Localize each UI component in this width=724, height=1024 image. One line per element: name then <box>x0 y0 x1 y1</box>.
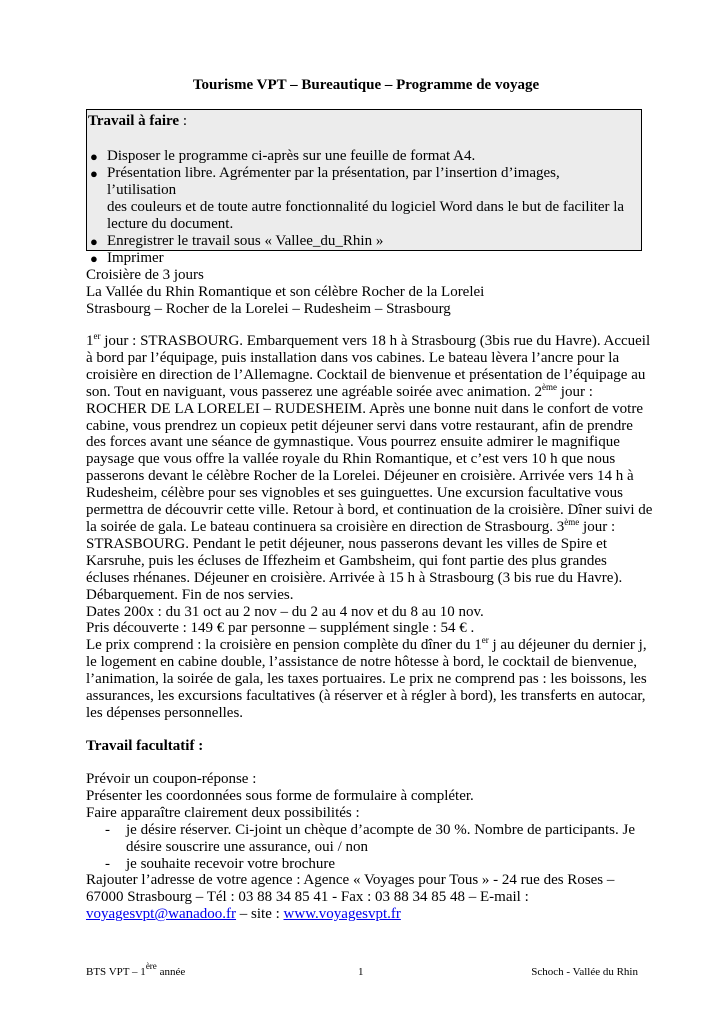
task-heading-bold: Travail à faire <box>88 113 180 129</box>
optional-line: Prévoir un coupon-réponse : <box>86 771 257 787</box>
footer-right: Schoch - Vallée du Rhin <box>531 966 638 978</box>
dash-item-text: je souhaite recevoir votre brochure <box>126 855 336 872</box>
page-number: 1 <box>358 966 364 978</box>
program-text: jour : <box>579 518 616 535</box>
task-box <box>86 109 642 266</box>
program-line: l’animation, la soirée de gala, les taxes portuaires. Le prix ne comprend pas : les boissons, les <box>86 671 647 688</box>
dash-list-item-continuation <box>86 839 646 856</box>
program-line: assurances, les excursions facultatives (à réserver et à régler à bord), les transferts en autocar, <box>86 688 646 705</box>
program-line <box>86 516 646 536</box>
footer-left-text: BTS VPT – 1 <box>86 966 146 978</box>
document-title: Tourisme VPT – Bureautique – Programme de voyage <box>192 77 540 93</box>
program-line: Dates 200x : du 31 oct au 2 nov – du 2 au 4 nov et du 8 au 10 nov. <box>86 603 484 620</box>
bullet-icon: ● <box>90 166 98 181</box>
task-item <box>87 148 627 165</box>
program-line: permettra de découvrir cette ville. Retour à bord, et continuation de la croisière. Dîner suivi de <box>86 502 653 519</box>
program-line: paysage que vous offre la vallée royale du Rhin Romantique, et c’est vers 10 h que nous <box>86 451 616 468</box>
program-text: j au déjeuner du dernier j, <box>488 637 647 654</box>
task-item-continuation <box>87 216 627 233</box>
program-line: STRASBOURG. Pendant le petit déjeuner, nous passerons devant les villes de Spire et <box>86 535 607 552</box>
task-item <box>87 233 627 250</box>
bullet-icon: ● <box>90 234 98 249</box>
program-line <box>86 381 646 401</box>
task-item-text: lecture du document. <box>107 216 234 232</box>
ordinal-sup: ème <box>542 381 558 392</box>
program-line: à bord par l’équipage, puis installation dans vos cabines. Le bateau lèvera l’ancre pour la <box>86 349 620 366</box>
task-item-text: Disposer le programme ci-après sur une feuille de format A4. <box>107 148 476 164</box>
intro-line: Croisière de 3 jours <box>86 267 204 283</box>
task-item-text: des couleurs et de toute autre fonctionnalité du logiciel Word dans le but de faciliter la <box>107 199 625 215</box>
task-item <box>87 250 627 267</box>
program-text: jour : <box>557 383 593 400</box>
program-line <box>86 637 646 654</box>
program-line: les dépenses personnelles. <box>86 704 244 721</box>
ordinal-sup: er <box>93 331 101 341</box>
program-line: croisière en direction de l’Allemagne. Cocktail de bienvenue et présentation de l’équipage au <box>86 366 646 383</box>
intro-block <box>86 267 646 318</box>
program-line: passerons devant le célèbre Rocher de la Lorelei. Déjeuner en croisière. Arrivée vers 14 h à <box>86 468 634 485</box>
task-list <box>87 148 627 267</box>
dash-item-text: je désire réserver. Ci-joint un chèque d’acompte de 30 %. Nombre de participants. Je <box>126 821 635 838</box>
dash-bullet-icon: - <box>105 821 110 838</box>
footer-left <box>86 961 186 979</box>
task-heading-suffix: : <box>179 113 188 129</box>
program-line: Pris découverte : 149 € par personne – supplément single : 54 € . <box>86 620 475 637</box>
task-item-text: Enregistrer le travail sous « Vallee_du_Rhin » <box>107 233 384 249</box>
program-line: cabine, vous prendrez un copieux petit déjeuner servi dans votre restaurant, afin de prendre <box>86 417 633 434</box>
program-line: Rudesheim, célèbre pour ses vignobles et ses guinguettes. Une excursion facultative vous <box>86 485 623 502</box>
day-number: 1 <box>86 333 94 349</box>
bullet-icon: ● <box>90 149 98 164</box>
ordinal-sup: er <box>481 635 489 646</box>
bullet-icon: ● <box>90 251 98 266</box>
optional-line: Rajouter l’adresse de votre agence : Agence « Voyages pour Tous » - 24 rue des Roses – <box>86 872 615 889</box>
optional-block <box>86 771 646 923</box>
program-line <box>86 331 651 350</box>
footer-ordinal-sup: ère <box>145 961 157 971</box>
email-link[interactable]: voyagesvpt@wanadoo.fr <box>86 906 237 923</box>
task-item-text: Imprimer <box>107 250 164 266</box>
ordinal-sup: ème <box>564 516 580 527</box>
task-item <box>87 165 627 199</box>
dash-item-text: désire souscrire une assurance, oui / non <box>126 838 369 855</box>
optional-work-heading: Travail facultatif : <box>86 738 204 754</box>
dash-list-item <box>86 856 646 873</box>
program-line: Débarquement. Fin de nos servies. <box>86 586 294 603</box>
contact-links-line <box>86 906 646 923</box>
optional-line: Présenter les coordonnées sous forme de formulaire à compléter. <box>86 787 474 804</box>
intro-line: Strasbourg – Rocher de la Lorelei – Rudesheim – Strasbourg <box>86 300 451 317</box>
program-line: le logement en cabine double, l’assistance de notre hôtesse à bord, le cocktail de bienvenue, <box>86 654 638 671</box>
site-separator: – site : <box>236 906 284 923</box>
intro-line: La Vallée du Rhin Romantique et son célèbre Rocher de la Lorelei <box>86 283 485 300</box>
task-box-heading <box>88 112 187 130</box>
website-link[interactable]: www.voyagesvpt.fr <box>283 906 401 923</box>
program-text: la soirée de gala. Le bateau continuera sa croisière en direction de Strasbourg. 3 <box>86 518 565 535</box>
program-line: Karsruhe, puis les écluses de Iffezheim et Gambsheim, qui font partie des plus grandes <box>86 552 607 569</box>
program-text: Le prix comprend : la croisière en pension complète du dîner du 1 <box>86 637 482 654</box>
program-text: son. Tout en naviguant, vous passerez une agréable soirée avec animation. 2 <box>86 383 543 400</box>
dash-bullet-icon: - <box>105 855 110 872</box>
task-item-text: Présentation libre. Agrémenter par la présentation, par l’insertion d’images, l’utilisation <box>107 165 560 198</box>
program-text: jour : STRASBOURG. Embarquement vers 18 h à Strasbourg (3bis rue du Havre). Accueil <box>100 333 651 349</box>
program-block <box>86 331 653 722</box>
program-line: ROCHER DE LA LORELEI – RUDESHEIM. Après une bonne nuit dans le confort de votre <box>86 400 643 417</box>
program-line: des forces avant une séance de gymnastique. Vous pourrez ensuite admirer le magnifique <box>86 434 620 451</box>
footer-left-end: année <box>156 966 186 978</box>
dash-list-item <box>86 822 646 839</box>
optional-line: 67000 Strasbourg – Tél : 03 88 34 85 41 - Fax : 03 88 34 85 48 – E-mail : <box>86 889 529 906</box>
task-item-continuation <box>87 199 627 216</box>
optional-line: Faire apparaître clairement deux possibilités : <box>86 804 360 821</box>
program-line: écluses rhénanes. Déjeuner en croisière. Arrivée à 15 h à Strasbourg (3 bis rue du Havre). <box>86 569 623 586</box>
